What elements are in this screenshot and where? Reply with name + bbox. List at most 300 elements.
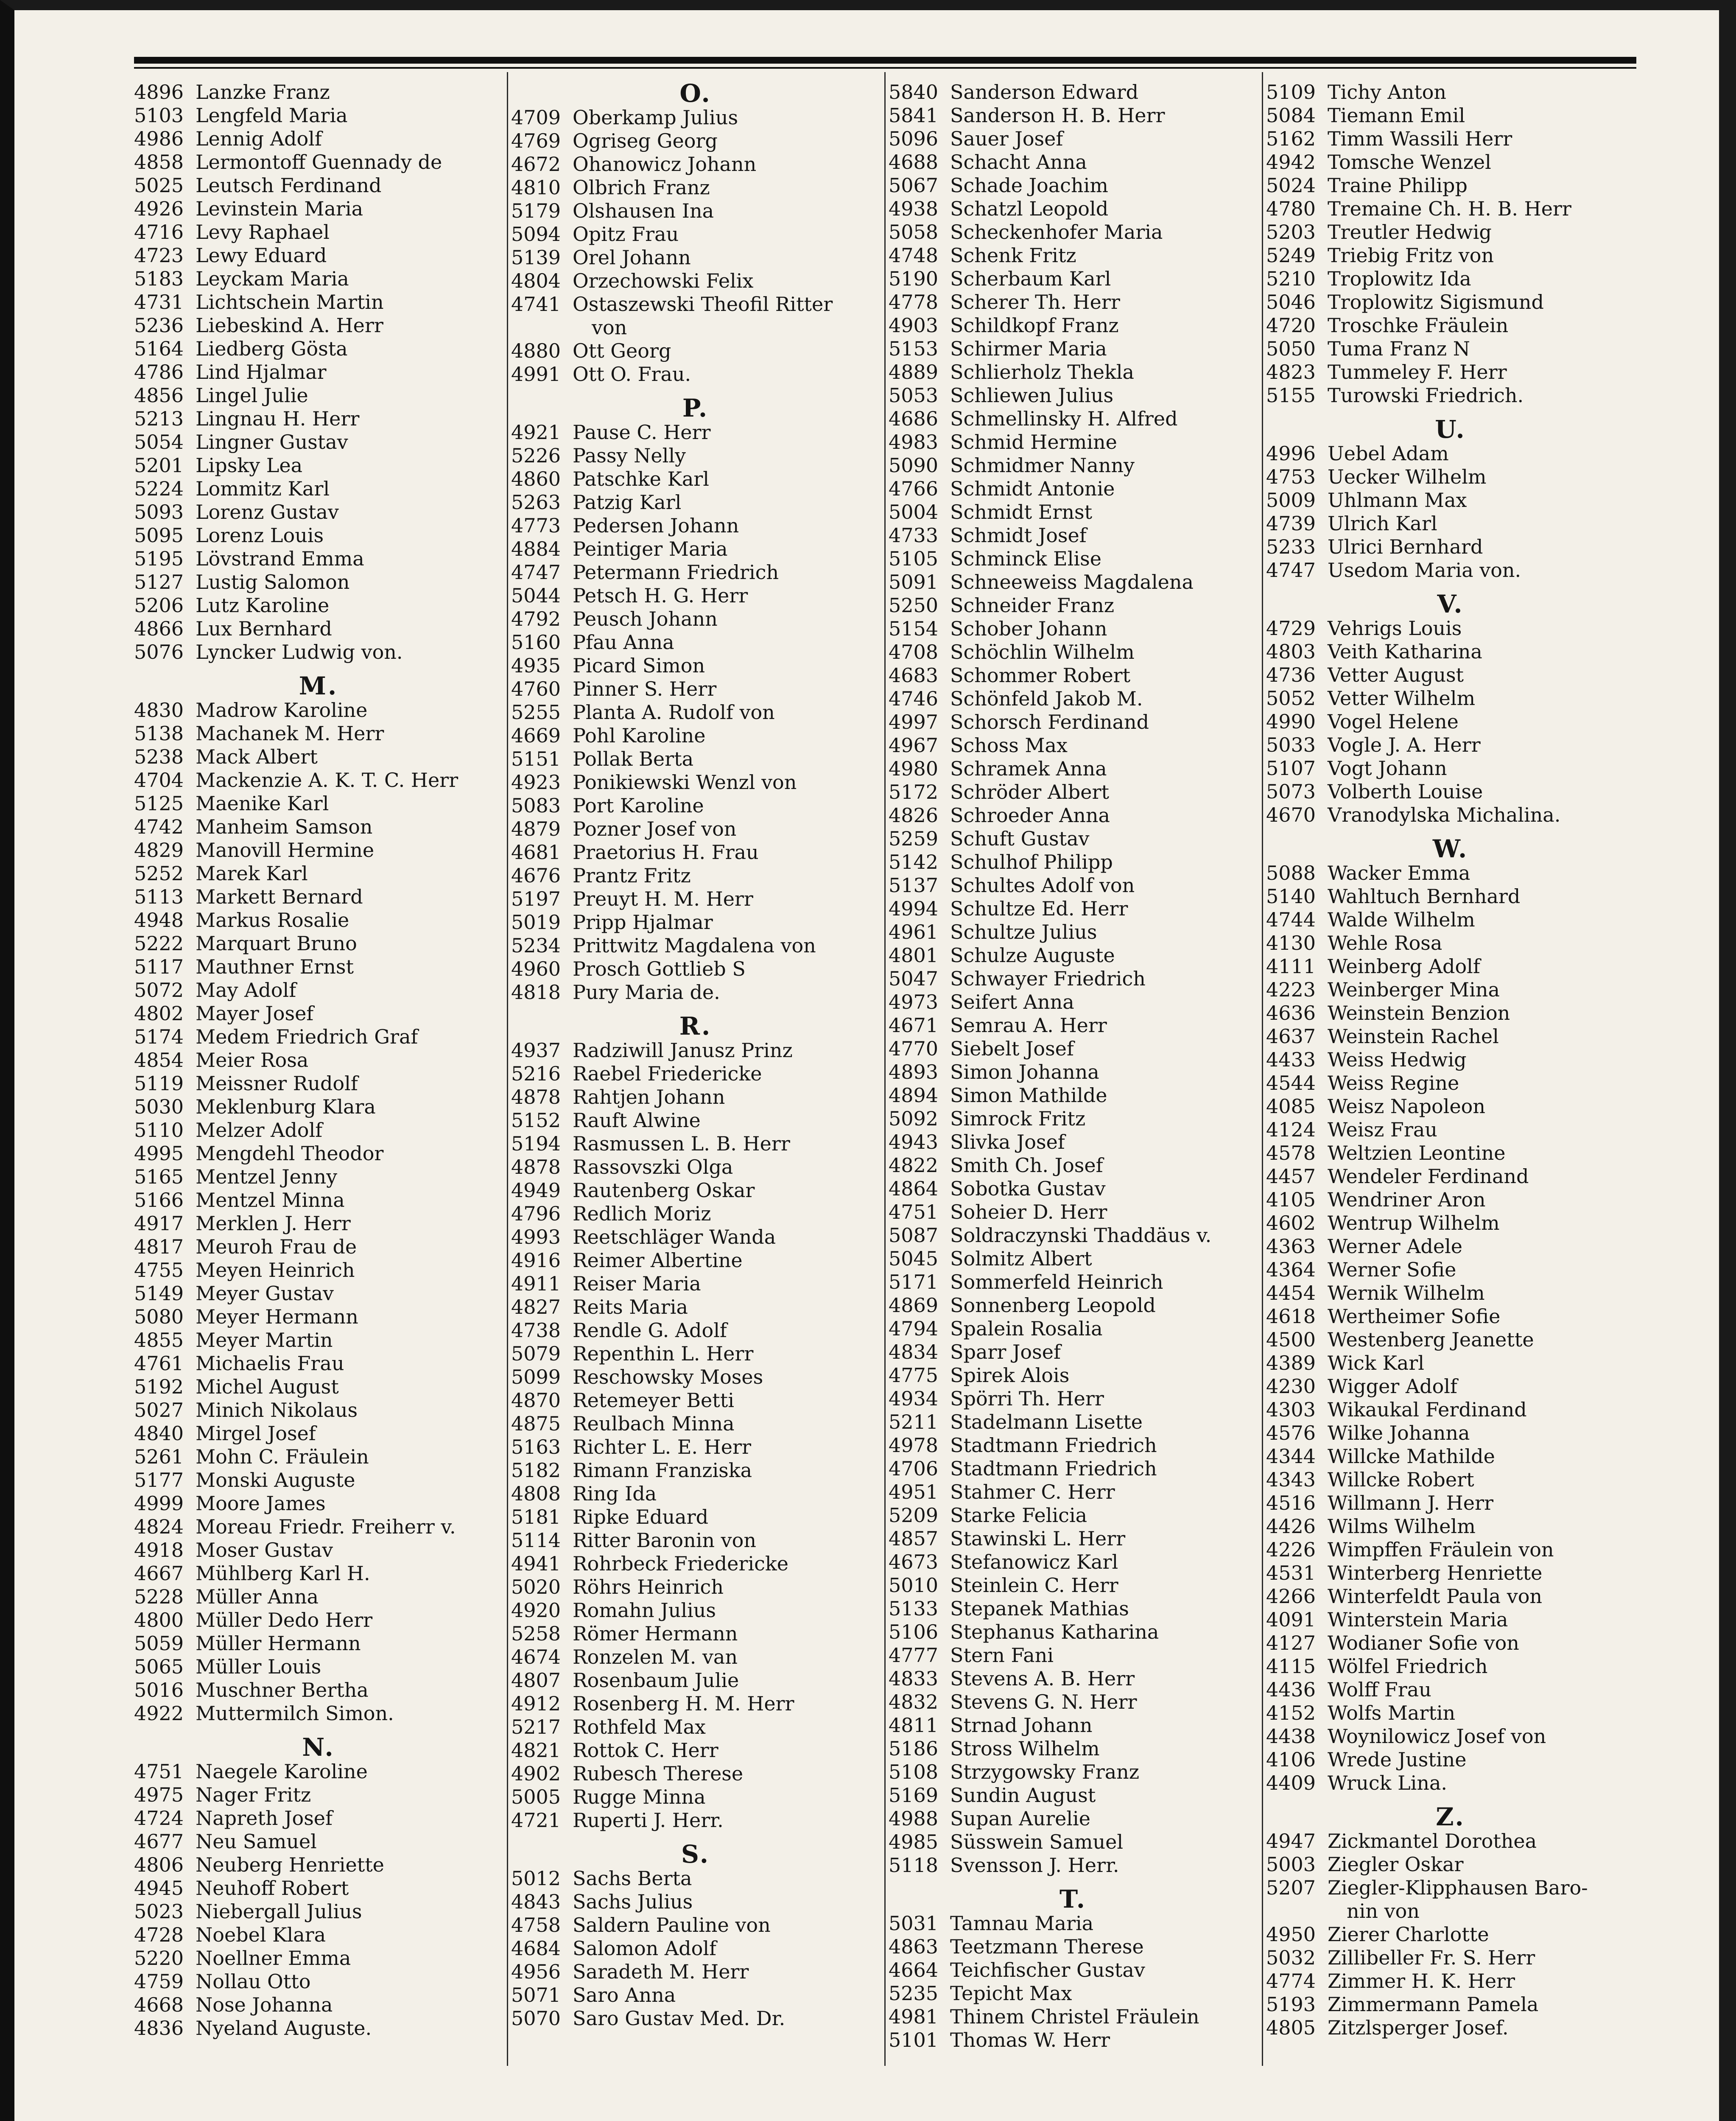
entry-name: Rosenbaum Julie xyxy=(573,1669,739,1692)
list-item xyxy=(889,874,1258,897)
entry-number: 5084 xyxy=(1266,104,1316,127)
entry-name: Wimpffen Fräulein von xyxy=(1328,1538,1554,1561)
list-item xyxy=(889,431,1258,454)
entry-name: Troplowitz Ida xyxy=(1328,267,1471,290)
list-item xyxy=(511,1412,880,1435)
list-item xyxy=(1266,1375,1635,1398)
list-item xyxy=(134,221,503,244)
list-item xyxy=(134,1783,503,1807)
entry-name: Schönfeld Jakob M. xyxy=(950,687,1143,710)
list-item xyxy=(134,1305,503,1329)
entry-name: Weinberg Adolf xyxy=(1328,955,1480,978)
entry-name: Nager Fritz xyxy=(196,1783,311,1806)
name-column-3 xyxy=(889,81,1258,2052)
entry-name: Weiss Hedwig xyxy=(1328,1048,1467,1071)
entry-number: 5182 xyxy=(511,1459,561,1482)
list-item xyxy=(134,1049,503,1072)
letter-section-heading: W. xyxy=(1432,834,1469,863)
entry-name: Tamnau Maria xyxy=(950,1912,1094,1935)
entry-number: 4746 xyxy=(889,687,939,710)
entry-name: Wentrup Wilhelm xyxy=(1328,1212,1500,1234)
entry-number: 5238 xyxy=(134,745,184,768)
list-item xyxy=(511,444,880,467)
entry-name: Wendriner Aron xyxy=(1328,1188,1486,1211)
entry-name: Wahltuch Bernhard xyxy=(1328,885,1521,908)
entry-name: Lyncker Ludwig von. xyxy=(196,641,403,663)
entry-name: Schacht Anna xyxy=(950,151,1087,173)
letter-section-heading: O. xyxy=(679,79,712,108)
entry-number: 5172 xyxy=(889,781,939,803)
entry-number: 5197 xyxy=(511,887,561,910)
list-item xyxy=(889,804,1258,827)
entry-name: Tremaine Ch. H. B. Herr xyxy=(1328,197,1571,220)
list-item xyxy=(511,223,880,246)
entry-number: 4999 xyxy=(134,1492,184,1515)
entry-name: Lermontoff Guennady de xyxy=(196,151,442,173)
entry-name: Stross Wilhelm xyxy=(950,1737,1100,1760)
list-item xyxy=(889,1014,1258,1037)
entry-number: 5099 xyxy=(511,1365,561,1388)
list-item xyxy=(1266,244,1635,267)
list-item xyxy=(889,991,1258,1014)
entry-number: 4724 xyxy=(134,1807,184,1830)
entry-number: 4805 xyxy=(1266,2016,1316,2039)
entry-number: 4344 xyxy=(1266,1445,1316,1468)
list-item xyxy=(511,537,880,561)
entry-name: Schuft Gustav xyxy=(950,827,1090,850)
entry-number: 4826 xyxy=(889,804,939,827)
list-item xyxy=(134,1562,503,1585)
list-item xyxy=(1266,197,1635,221)
list-item xyxy=(889,1959,1258,1982)
entry-name: Lengfeld Maria xyxy=(196,104,348,127)
list-item xyxy=(889,477,1258,501)
list-item xyxy=(1266,640,1635,663)
entry-name: Meyer Martin xyxy=(196,1329,333,1352)
list-item xyxy=(1266,757,1635,780)
entry-number: 4997 xyxy=(889,711,939,733)
entry-name: Schultes Adolf von xyxy=(950,874,1135,897)
letter-section-heading: U. xyxy=(1435,415,1466,444)
entry-number: 5095 xyxy=(134,524,184,547)
entry-name: Machanek M. Herr xyxy=(196,722,384,745)
entry-name: Olshausen Ina xyxy=(573,199,714,222)
entry-number: 4994 xyxy=(889,897,939,920)
entry-number: 4758 xyxy=(511,1914,561,1936)
entry-number: 5152 xyxy=(511,1109,561,1132)
entry-number: 4686 xyxy=(889,407,939,430)
entry-number: 4755 xyxy=(134,1259,184,1282)
list-item xyxy=(889,1597,1258,1620)
list-item xyxy=(889,197,1258,221)
entry-number: 4124 xyxy=(1266,1118,1316,1141)
entry-name: Walde Wilhelm xyxy=(1328,908,1475,931)
entry-name: Zickmantel Dorothea xyxy=(1328,1830,1537,1852)
entry-name: Neuberg Henriette xyxy=(196,1853,384,1876)
list-item xyxy=(511,1809,880,1832)
list-item xyxy=(889,1200,1258,1224)
entry-number: 4951 xyxy=(889,1480,939,1503)
list-item xyxy=(511,1319,880,1342)
entry-name: Madrow Karoline xyxy=(196,699,368,722)
entry-number: 5149 xyxy=(134,1282,184,1305)
list-item xyxy=(134,955,503,979)
list-item xyxy=(134,1189,503,1212)
list-item xyxy=(1266,1748,1635,1771)
entry-name: Stevens A. B. Herr xyxy=(950,1667,1135,1690)
list-item xyxy=(1266,710,1635,733)
list-item xyxy=(889,81,1258,104)
list-item xyxy=(511,701,880,724)
list-item xyxy=(889,1644,1258,1667)
list-item xyxy=(134,127,503,151)
entry-number: 5137 xyxy=(889,874,939,897)
entry-name: Lommitz Karl xyxy=(196,477,330,500)
entry-number: 4130 xyxy=(1266,932,1316,954)
entry-name: Schminck Elise xyxy=(950,547,1101,570)
entry-number: 5109 xyxy=(1266,81,1316,104)
list-item xyxy=(511,1226,880,1249)
list-item xyxy=(889,1247,1258,1270)
list-item xyxy=(134,1072,503,1095)
entry-name: Steinlein C. Herr xyxy=(950,1574,1118,1597)
entry-name: Ulrici Bernhard xyxy=(1328,535,1483,558)
list-item xyxy=(1266,291,1635,314)
list-item xyxy=(511,129,880,153)
list-item xyxy=(889,1177,1258,1200)
entry-number: 4602 xyxy=(1266,1212,1316,1234)
list-item xyxy=(134,244,503,267)
entry-number: 5261 xyxy=(134,1445,184,1468)
entry-name: Mohn C. Fräulein xyxy=(196,1445,369,1468)
list-item xyxy=(889,547,1258,571)
entry-number: 4823 xyxy=(1266,361,1316,383)
entry-name: Petsch H. G. Herr xyxy=(573,584,748,607)
entry-name: Stephanus Katharina xyxy=(950,1620,1159,1643)
entry-number: 4343 xyxy=(1266,1468,1316,1491)
entry-number: 4894 xyxy=(889,1084,939,1107)
entry-name: Schmidt Josef xyxy=(950,524,1087,547)
list-item xyxy=(1266,1398,1635,1421)
entry-number: 5025 xyxy=(134,174,184,197)
list-item xyxy=(134,1282,503,1305)
entry-number: 5052 xyxy=(1266,687,1316,710)
letter-section-heading: Z. xyxy=(1436,1802,1465,1831)
entry-name: Schröder Albert xyxy=(950,781,1109,803)
entry-name: Röhrs Heinrich xyxy=(573,1575,724,1598)
list-item xyxy=(889,174,1258,197)
entry-name: Schlierholz Thekla xyxy=(950,361,1134,383)
entry-number: 5113 xyxy=(134,885,184,908)
entry-number: 4751 xyxy=(134,1760,184,1783)
entry-name: Tuma Franz N xyxy=(1328,337,1470,360)
entry-name: Spalein Rosalia xyxy=(950,1317,1103,1340)
list-item xyxy=(1266,1048,1635,1072)
list-item xyxy=(511,817,880,841)
entry-number: 4738 xyxy=(511,1319,561,1342)
entry-number: 4896 xyxy=(134,81,184,104)
entry-name: Wehle Rosa xyxy=(1328,932,1442,954)
list-item xyxy=(1266,1993,1635,2016)
entry-name: Napreth Josef xyxy=(196,1807,333,1830)
entry-name: Reits Maria xyxy=(573,1296,688,1318)
entry-name: Nyeland Auguste. xyxy=(196,2017,372,2040)
list-item xyxy=(511,911,880,934)
list-item xyxy=(1266,1515,1635,1538)
entry-number: 4983 xyxy=(889,431,939,453)
list-item xyxy=(889,944,1258,967)
entry-number: 4115 xyxy=(1266,1655,1316,1678)
list-item xyxy=(1266,2016,1635,2040)
list-item xyxy=(134,1165,503,1189)
entry-number: 4857 xyxy=(889,1527,939,1550)
entry-name: Reulbach Minna xyxy=(573,1412,735,1435)
list-item xyxy=(134,501,503,524)
entry-number: 5263 xyxy=(511,491,561,514)
entry-number: 4780 xyxy=(1266,197,1316,220)
entry-number: 4576 xyxy=(1266,1421,1316,1444)
list-item xyxy=(1266,1095,1635,1118)
entry-number: 5119 xyxy=(134,1072,184,1095)
list-item xyxy=(889,921,1258,944)
entry-name: Richter L. E. Herr xyxy=(573,1435,751,1458)
entry-number: 4935 xyxy=(511,654,561,677)
list-item xyxy=(889,1620,1258,1644)
entry-name: Wacker Emma xyxy=(1328,862,1470,884)
entry-number: 4664 xyxy=(889,1959,939,1981)
entry-name: Slivka Josef xyxy=(950,1130,1065,1153)
list-item xyxy=(1266,1072,1635,1095)
list-item xyxy=(1266,1235,1635,1258)
entry-name: Ogriseg Georg xyxy=(573,129,718,152)
list-item xyxy=(511,561,880,584)
entry-name: Manovill Hermine xyxy=(196,839,375,862)
list-item xyxy=(511,1365,880,1389)
list-item xyxy=(511,584,880,607)
entry-name: Römer Hermann xyxy=(573,1622,738,1645)
entry-number: 4778 xyxy=(889,291,939,313)
entry-name: Weinstein Rachel xyxy=(1328,1025,1499,1048)
entry-name: Schmid Hermine xyxy=(950,431,1117,453)
list-item xyxy=(134,1853,503,1877)
list-item xyxy=(134,547,503,571)
entry-number: 4759 xyxy=(134,1970,184,1993)
list-item xyxy=(134,2017,503,2040)
entry-name: Wolfs Martin xyxy=(1328,1701,1456,1724)
list-item xyxy=(889,781,1258,804)
entry-number: 4774 xyxy=(1266,1970,1316,1992)
entry-name: Mengdehl Theodor xyxy=(196,1142,384,1165)
entry-name: Vehrigs Louis xyxy=(1328,617,1462,640)
entry-name: Nollau Otto xyxy=(196,1970,311,1993)
entry-name: Liebeskind A. Herr xyxy=(196,314,383,337)
entry-number: 4855 xyxy=(134,1329,184,1352)
list-item xyxy=(511,981,880,1004)
entry-name: Ohanowicz Johann xyxy=(573,153,757,176)
entry-name: Wolff Frau xyxy=(1328,1678,1431,1701)
entry-number: 5103 xyxy=(134,104,184,127)
list-item xyxy=(889,641,1258,664)
entry-number: 4085 xyxy=(1266,1095,1316,1118)
list-item xyxy=(1266,885,1635,908)
entry-name: Willcke Mathilde xyxy=(1328,1445,1495,1468)
list-item xyxy=(889,1410,1258,1434)
entry-number: 5203 xyxy=(1266,221,1316,243)
entry-number: 4672 xyxy=(511,153,561,176)
entry-number: 5010 xyxy=(889,1574,939,1597)
entry-name: Uhlmann Max xyxy=(1328,489,1467,512)
entry-name: Stawinski L. Herr xyxy=(950,1527,1126,1550)
list-item xyxy=(889,384,1258,407)
entry-number: 5193 xyxy=(1266,1993,1316,2016)
entry-name: Weisz Frau xyxy=(1328,1118,1437,1141)
list-item xyxy=(1266,1678,1635,1701)
entry-number: 4716 xyxy=(134,221,184,243)
entry-number: 4808 xyxy=(511,1482,561,1505)
list-item xyxy=(134,1830,503,1853)
entry-name: Liedberg Gösta xyxy=(196,337,348,360)
entry-name: Stern Fani xyxy=(950,1644,1054,1667)
column-divider xyxy=(1262,72,1263,2066)
list-item xyxy=(134,431,503,454)
entry-name: Reimer Albertine xyxy=(573,1249,743,1272)
entry-number: 4091 xyxy=(1266,1608,1316,1631)
entry-name: Weltzien Leontine xyxy=(1328,1142,1506,1164)
entry-name: Neu Samuel xyxy=(196,1830,317,1853)
entry-name: Müller Hermann xyxy=(196,1632,361,1655)
entry-name: Schramek Anna xyxy=(950,757,1107,780)
entry-number: 4676 xyxy=(511,864,561,887)
list-item xyxy=(1266,1258,1635,1282)
entry-number: 5155 xyxy=(1266,384,1316,407)
entry-name: Meyer Gustav xyxy=(196,1282,334,1305)
entry-number: 4436 xyxy=(1266,1678,1316,1701)
entry-number: 4995 xyxy=(134,1142,184,1165)
list-item xyxy=(134,384,503,407)
entry-number: 4457 xyxy=(1266,1165,1316,1188)
list-item xyxy=(889,827,1258,851)
entry-name: Weisz Napoleon xyxy=(1328,1095,1485,1118)
list-item xyxy=(511,467,880,491)
entry-name: Sanderson Edward xyxy=(950,81,1139,104)
entry-number: 5004 xyxy=(889,501,939,523)
entry-number: 4747 xyxy=(511,561,561,584)
entry-number: 4736 xyxy=(1266,663,1316,686)
entry-name: Praetorius H. Frau xyxy=(573,841,759,864)
list-item xyxy=(511,887,880,911)
entry-name: Zimmer H. K. Herr xyxy=(1328,1970,1515,1992)
entry-number: 4766 xyxy=(889,477,939,500)
entry-name: Lingel Julie xyxy=(196,384,308,407)
entry-number: 4920 xyxy=(511,1599,561,1622)
entry-number: 5053 xyxy=(889,384,939,407)
entry-name: Stevens G. N. Herr xyxy=(950,1690,1137,1713)
list-item xyxy=(134,1119,503,1142)
entry-name: Mack Albert xyxy=(196,745,318,768)
entry-number: 5164 xyxy=(134,337,184,360)
entry-name: Semrau A. Herr xyxy=(950,1014,1107,1037)
entry-number: 4438 xyxy=(1266,1725,1316,1748)
letter-section-heading: R. xyxy=(679,1012,712,1041)
entry-number: 4811 xyxy=(889,1714,939,1737)
entry-number: 4670 xyxy=(1266,803,1316,826)
entry-number: 5235 xyxy=(889,1982,939,2005)
entry-name: Willcke Robert xyxy=(1328,1468,1474,1491)
entry-name: Rugge Minna xyxy=(573,1785,706,1808)
entry-number: 4709 xyxy=(511,106,561,129)
entry-number: 5127 xyxy=(134,571,184,593)
entry-number: 4949 xyxy=(511,1179,561,1202)
entry-number: 4878 xyxy=(511,1156,561,1178)
list-item xyxy=(1266,512,1635,535)
entry-number: 4775 xyxy=(889,1364,939,1387)
entry-number: 4856 xyxy=(134,384,184,407)
entry-name: Solmitz Albert xyxy=(950,1247,1092,1270)
entry-name: Mayer Josef xyxy=(196,1002,314,1025)
entry-name: Schorsch Ferdinand xyxy=(950,711,1149,733)
entry-name: Zimmermann Pamela xyxy=(1328,1993,1539,2016)
list-item xyxy=(511,1459,880,1482)
entry-name: Sonnenberg Leopold xyxy=(950,1294,1156,1317)
entry-name: Ritter Baronin von xyxy=(573,1529,756,1552)
entry-number: 5096 xyxy=(889,127,939,150)
entry-name: Wigger Adolf xyxy=(1328,1375,1458,1398)
entry-number: 4105 xyxy=(1266,1188,1316,1211)
entry-name: Port Karoline xyxy=(573,794,704,817)
entry-name: Strzygowsky Franz xyxy=(950,1760,1140,1783)
list-item xyxy=(1266,1468,1635,1491)
list-item xyxy=(134,815,503,839)
entry-name: Müller Louis xyxy=(196,1655,321,1678)
entry-name: Tiemann Emil xyxy=(1328,104,1465,127)
list-item xyxy=(1266,1305,1635,1328)
list-item xyxy=(1266,221,1635,244)
entry-name: Teetzmann Therese xyxy=(950,1935,1144,1958)
entry-name: Marquart Bruno xyxy=(196,932,357,955)
entry-name: Mackenzie A. K. T. C. Herr xyxy=(196,769,458,792)
entry-name: Ott Georg xyxy=(573,339,671,362)
entry-name: Schober Johann xyxy=(950,617,1107,640)
entry-number: 4973 xyxy=(889,991,939,1013)
list-item xyxy=(1266,1142,1635,1165)
list-item xyxy=(1266,687,1635,710)
entry-name: Pause C. Herr xyxy=(573,421,711,444)
list-item xyxy=(889,1690,1258,1714)
list-item xyxy=(511,1622,880,1645)
list-item xyxy=(134,862,503,885)
entry-number: 5083 xyxy=(511,794,561,817)
list-item xyxy=(511,747,880,771)
list-item xyxy=(511,2007,880,2030)
list-item xyxy=(889,524,1258,547)
list-item xyxy=(889,1154,1258,1177)
list-item xyxy=(134,1235,503,1259)
entry-name: Leutsch Ferdinand xyxy=(196,174,382,197)
entry-name: Oberkamp Julius xyxy=(573,106,738,129)
entry-number: 4878 xyxy=(511,1086,561,1108)
list-item xyxy=(134,1877,503,1900)
list-item xyxy=(1266,559,1635,582)
entry-name: Monski Auguste xyxy=(196,1469,355,1491)
list-item xyxy=(1266,1876,1635,1900)
entry-name: Schmidmer Nanny xyxy=(950,454,1135,477)
entry-name: Schulhof Philipp xyxy=(950,851,1113,873)
entry-name: Olbrich Franz xyxy=(573,176,710,199)
entry-name: Schirmer Maria xyxy=(950,337,1107,360)
entry-number: 5009 xyxy=(1266,489,1316,512)
entry-number: 4947 xyxy=(1266,1830,1316,1852)
entry-number: 5840 xyxy=(889,81,939,104)
